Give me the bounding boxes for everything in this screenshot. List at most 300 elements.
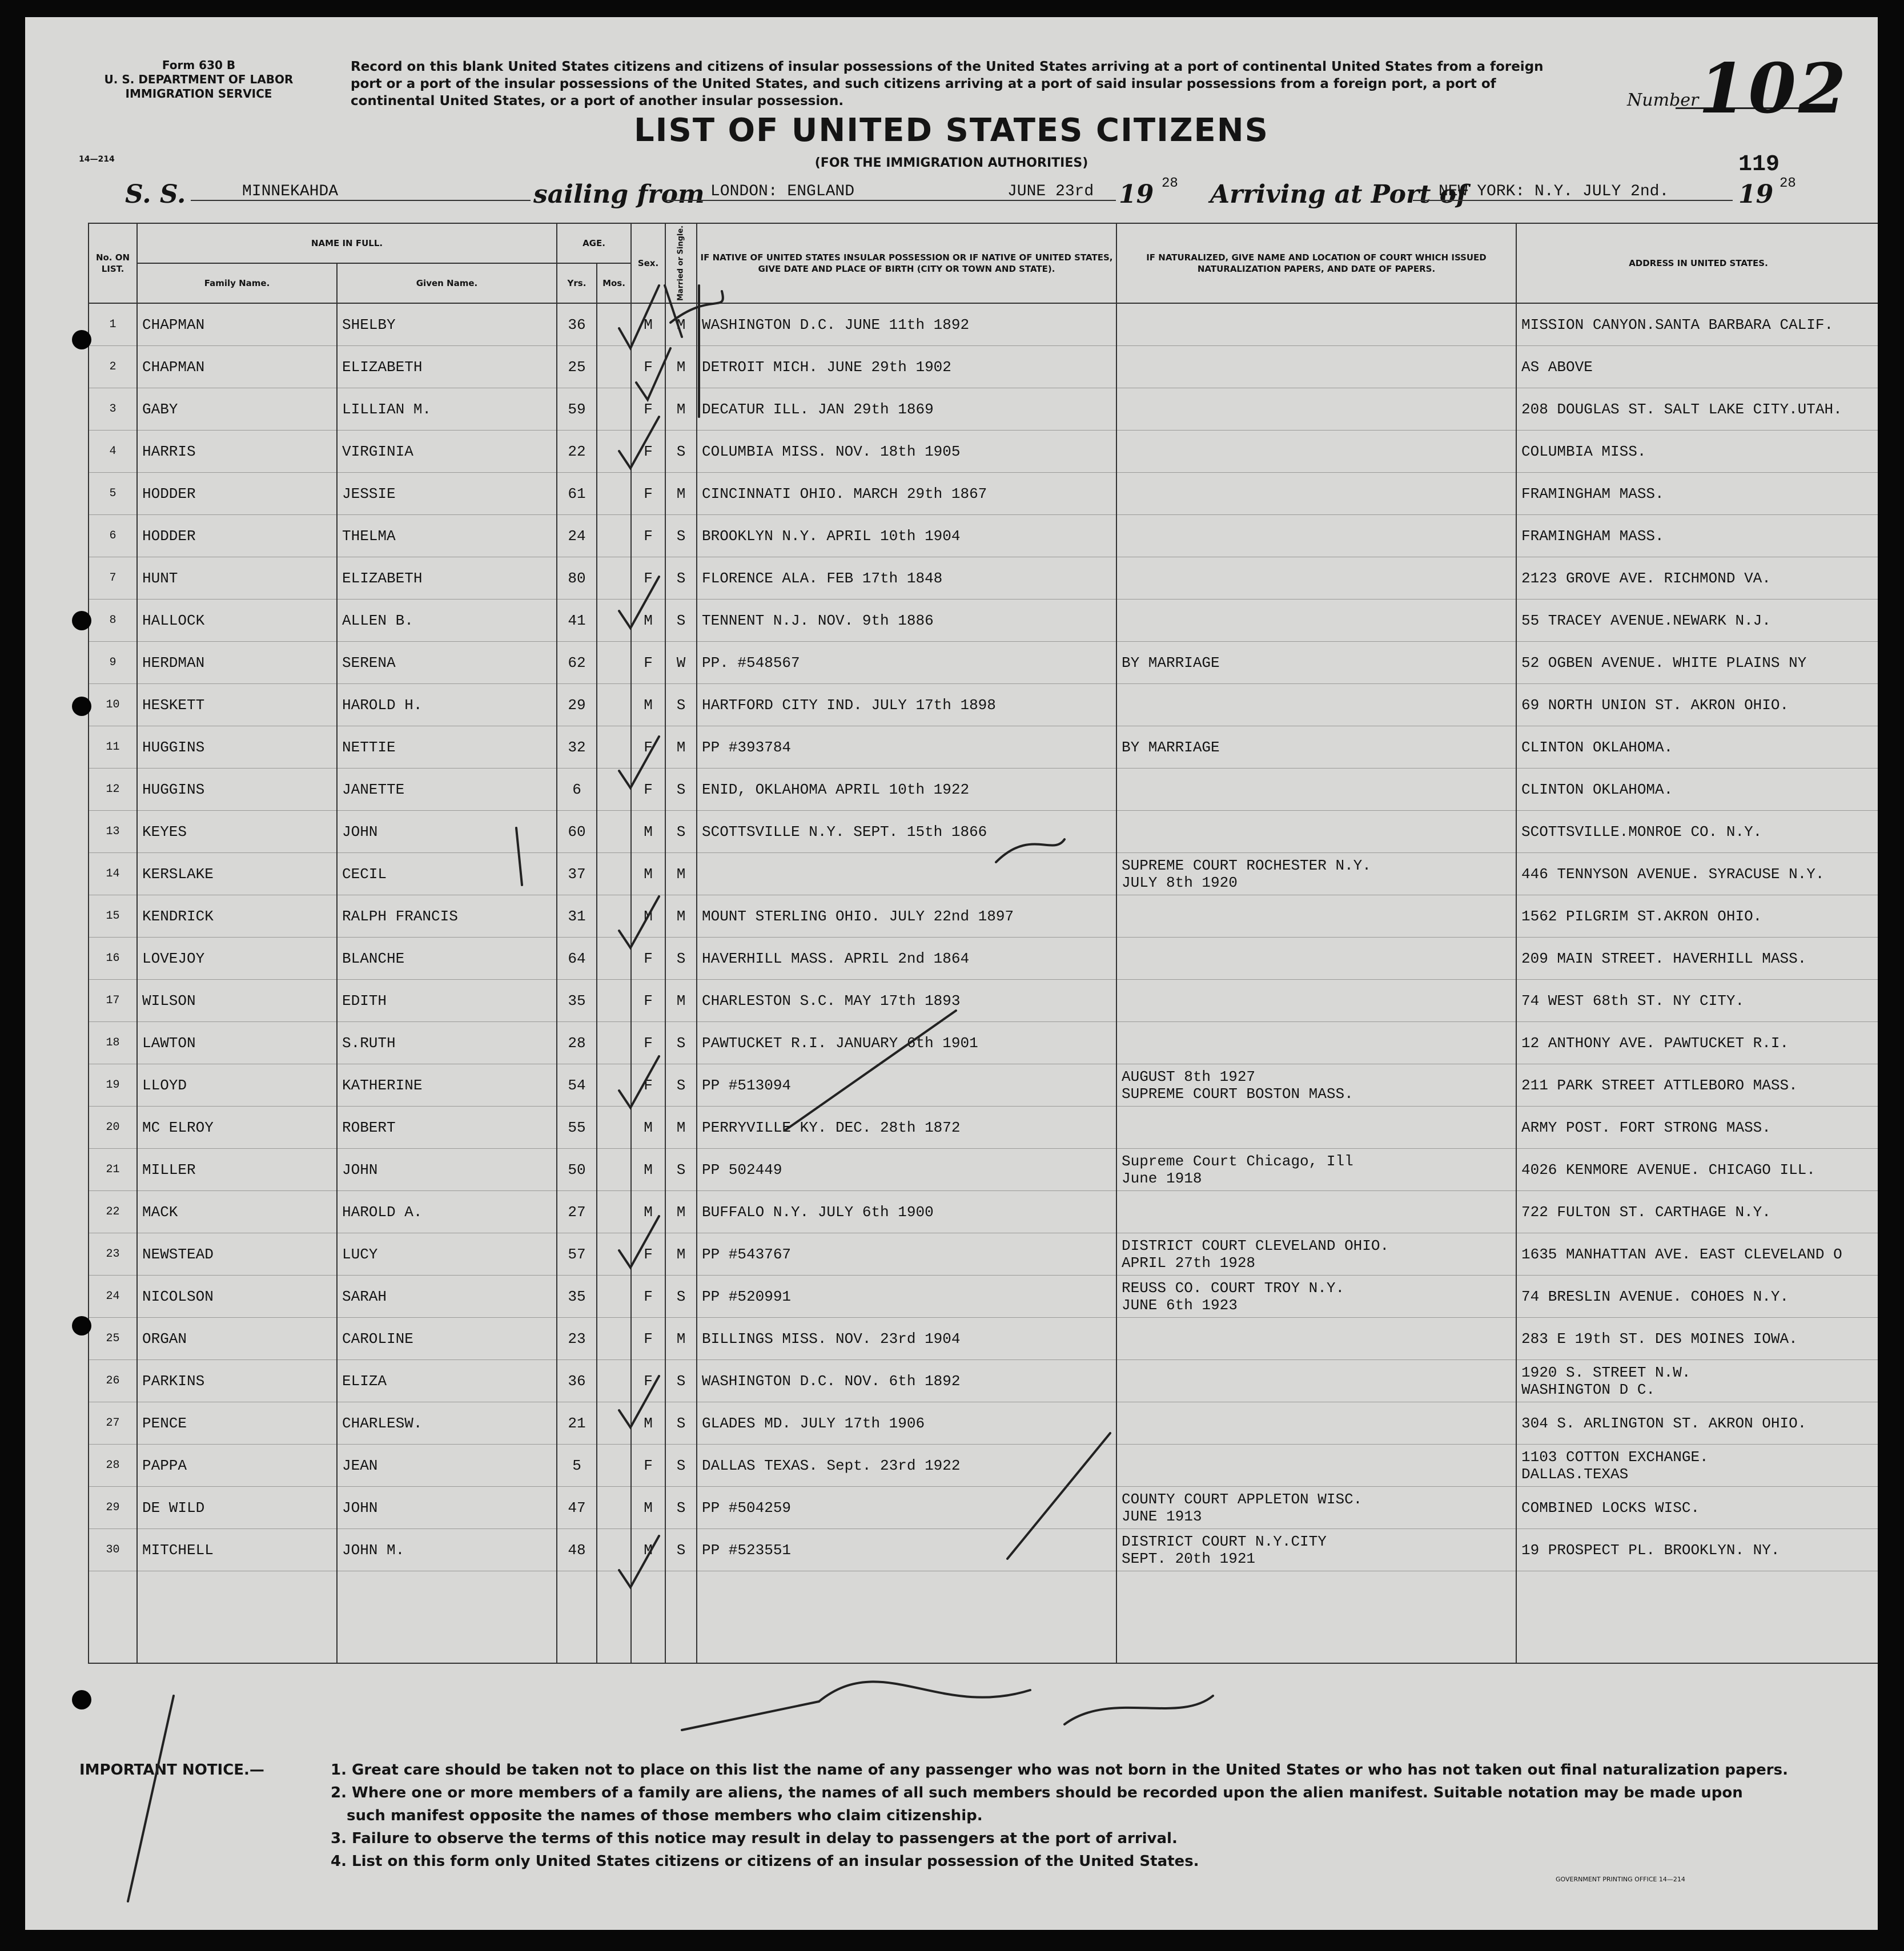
naturalization: [1116, 515, 1516, 557]
naturalization: SUPREME COURT ROCHESTER N.Y. JULY 8th 1920: [1116, 853, 1516, 895]
row-number: 11: [89, 726, 137, 769]
us-address: 211 PARK STREET ATTLEBORO MASS.: [1516, 1064, 1878, 1107]
age-months: [597, 431, 631, 473]
sex: M: [631, 303, 665, 346]
col-yrs: Yrs.: [557, 263, 597, 303]
table-row: [89, 938, 1878, 980]
family-name: LAWTON: [137, 1022, 337, 1064]
given-name: JOHN M.: [337, 1529, 557, 1571]
given-name: JOHN: [337, 1149, 557, 1191]
birth-place-date: CINCINNATI OHIO. MARCH 29th 1867: [697, 473, 1116, 515]
age-months: [597, 1360, 631, 1402]
birth-place-date: PP #523551: [697, 1529, 1116, 1571]
age-months: [597, 557, 631, 600]
us-address: COLUMBIA MISS.: [1516, 431, 1878, 473]
age-months: [597, 895, 631, 938]
family-name: HUNT: [137, 557, 337, 600]
sex: M: [631, 895, 665, 938]
naturalization: [1116, 769, 1516, 811]
family-name: HERDMAN: [137, 642, 337, 684]
marital-status: M: [665, 1107, 697, 1149]
birth-place-date: GLADES MD. JULY 17th 1906: [697, 1402, 1116, 1445]
age-years: 60: [557, 811, 597, 853]
sex: M: [631, 1402, 665, 1445]
row-number: 9: [89, 642, 137, 684]
birth-place-date: [697, 853, 1116, 895]
age-months: [597, 388, 631, 431]
table-row: [89, 431, 1878, 473]
sex: F: [631, 431, 665, 473]
sex: F: [631, 1445, 665, 1487]
family-name: PARKINS: [137, 1360, 337, 1402]
sex: F: [631, 980, 665, 1022]
age-years: 35: [557, 1276, 597, 1318]
birth-place-date: SCOTTSVILLE N.Y. SEPT. 15th 1866: [697, 811, 1116, 853]
us-address: 1920 S. STREET N.W. WASHINGTON D C.: [1516, 1360, 1878, 1402]
us-address: 446 TENNYSON AVENUE. SYRACUSE N.Y.: [1516, 853, 1878, 895]
age-months: [597, 515, 631, 557]
age-months: [597, 769, 631, 811]
given-name: KATHERINE: [337, 1064, 557, 1107]
us-address: 12 ANTHONY AVE. PAWTUCKET R.I.: [1516, 1022, 1878, 1064]
family-name: PAPPA: [137, 1445, 337, 1487]
given-name: SERENA: [337, 642, 557, 684]
age-months: [597, 1318, 631, 1360]
empty-cell: [89, 1571, 137, 1664]
birth-place-date: HARTFORD CITY IND. JULY 17th 1898: [697, 684, 1116, 726]
sex: F: [631, 1360, 665, 1402]
family-name: HODDER: [137, 473, 337, 515]
sex: M: [631, 1149, 665, 1191]
clerk-signature: [1065, 1696, 1213, 1724]
birth-place-date: PP 502449: [697, 1149, 1116, 1191]
age-months: [597, 1445, 631, 1487]
year-prefix: 19: [1119, 180, 1154, 209]
naturalization: DISTRICT COURT CLEVELAND OHIO. APRIL 27th 1928: [1116, 1233, 1516, 1276]
service-name: IMMIGRATION SERVICE: [125, 87, 272, 100]
us-address: 52 OGBEN AVENUE. WHITE PLAINS NY: [1516, 642, 1878, 684]
family-name: HODDER: [137, 515, 337, 557]
row-number: 12: [89, 769, 137, 811]
naturalization: [1116, 1402, 1516, 1445]
age-years: 5: [557, 1445, 597, 1487]
birth-place-date: PP. #548567: [697, 642, 1116, 684]
punch-hole: [72, 611, 91, 630]
naturalization: [1116, 811, 1516, 853]
row-number: 21: [89, 1149, 137, 1191]
table-row: [89, 1191, 1878, 1233]
marital-status: S: [665, 557, 697, 600]
empty-cell: [597, 1571, 631, 1664]
given-name: JANETTE: [337, 769, 557, 811]
ss-label: S. S.: [125, 180, 186, 209]
table-row: [89, 1318, 1878, 1360]
family-name: NICOLSON: [137, 1276, 337, 1318]
age-years: 55: [557, 1107, 597, 1149]
table-row: [89, 346, 1878, 388]
marital-status: S: [665, 684, 697, 726]
naturalization: DISTRICT COURT N.Y.CITY SEPT. 20th 1921: [1116, 1529, 1516, 1571]
age-years: 25: [557, 346, 597, 388]
sex: M: [631, 811, 665, 853]
sex: M: [631, 1191, 665, 1233]
age-years: 35: [557, 980, 597, 1022]
birth-place-date: BILLINGS MISS. NOV. 23rd 1904: [697, 1318, 1116, 1360]
marital-status: M: [665, 980, 697, 1022]
row-number: 10: [89, 684, 137, 726]
family-name: MITCHELL: [137, 1529, 337, 1571]
us-address: FRAMINGHAM MASS.: [1516, 473, 1878, 515]
naturalization: [1116, 895, 1516, 938]
birth-place-date: FLORENCE ALA. FEB 17th 1848: [697, 557, 1116, 600]
age-years: 31: [557, 895, 597, 938]
table-row: [89, 980, 1878, 1022]
sex: F: [631, 726, 665, 769]
birth-place-date: PP #543767: [697, 1233, 1116, 1276]
age-months: [597, 1191, 631, 1233]
sex: M: [631, 853, 665, 895]
marital-status: M: [665, 346, 697, 388]
given-name: JOHN: [337, 1487, 557, 1529]
age-months: [597, 1064, 631, 1107]
empty-cell: [337, 1571, 557, 1664]
marital-status: S: [665, 1487, 697, 1529]
ship-name: MINNEKAHDA: [242, 183, 339, 200]
marital-status: S: [665, 1149, 697, 1191]
age-months: [597, 1529, 631, 1571]
port-from: LONDON: ENGLAND: [710, 183, 855, 200]
family-name: HARRIS: [137, 431, 337, 473]
marital-status: M: [665, 895, 697, 938]
birth-place-date: PP #504259: [697, 1487, 1116, 1529]
given-name: ELIZABETH: [337, 557, 557, 600]
table-row: [89, 1360, 1878, 1402]
marital-status: W: [665, 642, 697, 684]
us-address: 208 DOUGLAS ST. SALT LAKE CITY.UTAH.: [1516, 388, 1878, 431]
us-address: 722 FULTON ST. CARTHAGE N.Y.: [1516, 1191, 1878, 1233]
family-name: MACK: [137, 1191, 337, 1233]
age-years: 47: [557, 1487, 597, 1529]
family-name: HUGGINS: [137, 726, 337, 769]
year-arrival: 28: [1780, 176, 1796, 191]
family-name: KENDRICK: [137, 895, 337, 938]
age-months: [597, 726, 631, 769]
row-number: 14: [89, 853, 137, 895]
row-number: 24: [89, 1276, 137, 1318]
age-years: 36: [557, 1360, 597, 1402]
age-years: 37: [557, 853, 597, 895]
marital-status: S: [665, 769, 697, 811]
form-number: Form 630 B: [162, 58, 236, 72]
us-address: 1562 PILGRIM ST.AKRON OHIO.: [1516, 895, 1878, 938]
row-number: 7: [89, 557, 137, 600]
table-row: [89, 642, 1878, 684]
row-number: 26: [89, 1360, 137, 1402]
naturalization: AUGUST 8th 1927 SUPREME COURT BOSTON MASS.: [1116, 1064, 1516, 1107]
sex: M: [631, 1529, 665, 1571]
given-name: ELIZA: [337, 1360, 557, 1402]
sex: F: [631, 515, 665, 557]
marital-status: S: [665, 1064, 697, 1107]
age-months: [597, 938, 631, 980]
us-address: FRAMINGHAM MASS.: [1516, 515, 1878, 557]
given-name: ELIZABETH: [337, 346, 557, 388]
age-years: 21: [557, 1402, 597, 1445]
family-name: CHAPMAN: [137, 346, 337, 388]
given-name: THELMA: [337, 515, 557, 557]
age-months: [597, 600, 631, 642]
col-birth: IF NATIVE OF UNITED STATES INSULAR POSSESSION OR IF NATIVE OF UNITED STATES, GIVE DATE AND PLACE OF BIRTH (CITY OR TOWN AND STATE).: [697, 223, 1116, 303]
sex: M: [631, 684, 665, 726]
empty-cell: [665, 1571, 697, 1664]
birth-place-date: BROOKLYN N.Y. APRIL 10th 1904: [697, 515, 1116, 557]
birth-place-date: PP #520991: [697, 1276, 1116, 1318]
table-row: [89, 1064, 1878, 1107]
given-name: HAROLD H.: [337, 684, 557, 726]
sex: F: [631, 1064, 665, 1107]
sailing-from-label: sailing from: [533, 180, 705, 209]
given-name: NETTIE: [337, 726, 557, 769]
department-name: U. S. DEPARTMENT OF LABOR: [104, 73, 294, 86]
table-row: [89, 1149, 1878, 1191]
row-number: 20: [89, 1107, 137, 1149]
naturalization: [1116, 1360, 1516, 1402]
given-name: S.RUTH: [337, 1022, 557, 1064]
marital-status: S: [665, 1445, 697, 1487]
us-address: 209 MAIN STREET. HAVERHILL MASS.: [1516, 938, 1878, 980]
given-name: JESSIE: [337, 473, 557, 515]
birth-place-date: ENID, OKLAHOMA APRIL 10th 1922: [697, 769, 1116, 811]
family-name: MILLER: [137, 1149, 337, 1191]
us-address: MISSION CANYON.SANTA BARBARA CALIF.: [1516, 303, 1878, 346]
table-row: [89, 600, 1878, 642]
row-number: 18: [89, 1022, 137, 1064]
notice-item-2-cont: such manifest opposite the names of those members who claim citizenship.: [347, 1807, 983, 1824]
sex: F: [631, 769, 665, 811]
given-name: LILLIAN M.: [337, 388, 557, 431]
us-address: 4026 KENMORE AVENUE. CHICAGO ILL.: [1516, 1149, 1878, 1191]
notice-item-1: 1. Great care should be taken not to place on this list the name of any passenger who was not born in the United States or who has not taken out final naturalization papers.: [331, 1761, 1788, 1779]
marital-status: S: [665, 1402, 697, 1445]
row-number: 19: [89, 1064, 137, 1107]
sex: F: [631, 388, 665, 431]
marital-status: M: [665, 726, 697, 769]
sex: M: [631, 1487, 665, 1529]
naturalization: [1116, 431, 1516, 473]
marital-status: S: [665, 515, 697, 557]
naturalization: [1116, 1445, 1516, 1487]
family-name: DE WILD: [137, 1487, 337, 1529]
page-number: 119: [1738, 152, 1780, 178]
birth-place-date: PERRYVILLE KY. DEC. 28th 1872: [697, 1107, 1116, 1149]
marital-status: M: [665, 303, 697, 346]
row-number: 15: [89, 895, 137, 938]
family-name: HALLOCK: [137, 600, 337, 642]
row-number: 23: [89, 1233, 137, 1276]
sex: F: [631, 642, 665, 684]
us-address: 1635 MANHATTAN AVE. EAST CLEVELAND O: [1516, 1233, 1878, 1276]
us-address: 304 S. ARLINGTON ST. AKRON OHIO.: [1516, 1402, 1878, 1445]
col-address: ADDRESS IN UNITED STATES.: [1516, 223, 1878, 303]
family-name: CHAPMAN: [137, 303, 337, 346]
marital-status: M: [665, 853, 697, 895]
birth-place-date: HAVERHILL MASS. APRIL 2nd 1864: [697, 938, 1116, 980]
age-months: [597, 473, 631, 515]
marital-status: S: [665, 1360, 697, 1402]
col-given-name: Given Name.: [337, 263, 557, 303]
birth-place-date: PP #393784: [697, 726, 1116, 769]
row-number: 6: [89, 515, 137, 557]
us-address: 19 PROSPECT PL. BROOKLYN. NY.: [1516, 1529, 1878, 1571]
marital-status: S: [665, 1276, 697, 1318]
punch-hole: [72, 1690, 91, 1709]
table-row: [89, 684, 1878, 726]
marital-status: M: [665, 388, 697, 431]
number-label: Number: [1627, 90, 1699, 110]
empty-cell: [1516, 1571, 1878, 1664]
sex: F: [631, 1022, 665, 1064]
naturalization: [1116, 684, 1516, 726]
family-name: GABY: [137, 388, 337, 431]
col-naturalized: IF NATURALIZED, GIVE NAME AND LOCATION OF COURT WHICH ISSUED NATURALIZATION PAPERS, AND DATE OF PAPERS.: [1116, 223, 1516, 303]
family-name: WILSON: [137, 980, 337, 1022]
naturalization: [1116, 980, 1516, 1022]
row-number: 4: [89, 431, 137, 473]
given-name: SHELBY: [337, 303, 557, 346]
given-name: ROBERT: [337, 1107, 557, 1149]
date-sailed: JUNE 23rd: [1007, 183, 1094, 200]
marital-status: M: [665, 1318, 697, 1360]
sex: F: [631, 473, 665, 515]
birth-place-date: TENNENT N.J. NOV. 9th 1886: [697, 600, 1116, 642]
given-name: RALPH FRANCIS: [337, 895, 557, 938]
empty-cell: [557, 1571, 597, 1664]
age-years: 24: [557, 515, 597, 557]
age-months: [597, 853, 631, 895]
age-years: 80: [557, 557, 597, 600]
family-name: HESKETT: [137, 684, 337, 726]
us-address: 2123 GROVE AVE. RICHMOND VA.: [1516, 557, 1878, 600]
naturalization: [1116, 1318, 1516, 1360]
naturalization: [1116, 473, 1516, 515]
row-number: 13: [89, 811, 137, 853]
row-number: 29: [89, 1487, 137, 1529]
given-name: CECIL: [337, 853, 557, 895]
form-code: 14—214: [79, 155, 115, 164]
sex: M: [631, 1107, 665, 1149]
record-instructions: Record on this blank United States citizens and citizens of insular possessions of the United States arriving at a port of continental United States from a foreign port or a port of the insular possessions of the United States, and such citizens arriving at a port of said insular possessions from a foreign port, a port of continental United States, or a port of another insular possession.: [351, 59, 1544, 108]
age-years: 36: [557, 303, 597, 346]
naturalization: [1116, 346, 1516, 388]
us-address: SCOTTSVILLE.MONROE CO. N.Y.: [1516, 811, 1878, 853]
table-header: [89, 223, 1878, 303]
age-months: [597, 642, 631, 684]
family-name: LOVEJOY: [137, 938, 337, 980]
margin-mark: [128, 1696, 174, 1901]
birth-place-date: PP #513094: [697, 1064, 1116, 1107]
marital-status: S: [665, 431, 697, 473]
family-name: LLOYD: [137, 1064, 337, 1107]
birth-place-date: WASHINGTON D.C. JUNE 11th 1892: [697, 303, 1116, 346]
given-name: EDITH: [337, 980, 557, 1022]
naturalization: BY MARRIAGE: [1116, 642, 1516, 684]
year-sailed: 28: [1162, 176, 1178, 191]
notice-lead: IMPORTANT NOTICE.—: [79, 1761, 264, 1779]
naturalization: [1116, 938, 1516, 980]
table-row: [89, 515, 1878, 557]
row-number: 2: [89, 346, 137, 388]
birth-place-date: WASHINGTON D.C. NOV. 6th 1892: [697, 1360, 1116, 1402]
table-row: [89, 726, 1878, 769]
table-row: [89, 1529, 1878, 1571]
table-row: [89, 303, 1878, 346]
given-name: BLANCHE: [337, 938, 557, 980]
table-row: [89, 557, 1878, 600]
age-years: 54: [557, 1064, 597, 1107]
empty-rows: [89, 1571, 1878, 1664]
row-number: 28: [89, 1445, 137, 1487]
table-row: [89, 769, 1878, 811]
sex: M: [631, 600, 665, 642]
notice-items: [331, 1759, 1821, 1873]
age-years: 41: [557, 600, 597, 642]
row-number: 25: [89, 1318, 137, 1360]
sex: F: [631, 346, 665, 388]
passenger-table: [88, 223, 1878, 1664]
col-age: AGE.: [557, 223, 631, 263]
marital-status: M: [665, 473, 697, 515]
age-months: [597, 1402, 631, 1445]
table-row: [89, 1487, 1878, 1529]
sex: F: [631, 1276, 665, 1318]
birth-place-date: PAWTUCKET R.I. JANUARY 6th 1901: [697, 1022, 1116, 1064]
given-name: JOHN: [337, 811, 557, 853]
sex: F: [631, 938, 665, 980]
us-address: CLINTON OKLAHOMA.: [1516, 726, 1878, 769]
col-sex: Sex.: [631, 223, 665, 303]
age-years: 23: [557, 1318, 597, 1360]
port-arrival: NEW YORK: N.Y. JULY 2nd.: [1439, 183, 1669, 200]
marital-status: S: [665, 600, 697, 642]
row-number: 27: [89, 1402, 137, 1445]
naturalization: COUNTY COURT APPLETON WISC. JUNE 1913: [1116, 1487, 1516, 1529]
row-number: 3: [89, 388, 137, 431]
row-number: 22: [89, 1191, 137, 1233]
us-address: 55 TRACEY AVENUE.NEWARK N.J.: [1516, 600, 1878, 642]
empty-cell: [1116, 1571, 1516, 1664]
naturalization: Supreme Court Chicago, Ill June 1918: [1116, 1149, 1516, 1191]
page-subtitle: (FOR THE IMMIGRATION AUTHORITIES): [814, 156, 1088, 170]
page-title: LIST OF UNITED STATES CITIZENS: [634, 112, 1269, 149]
age-years: 57: [557, 1233, 597, 1276]
table-row: [89, 1402, 1878, 1445]
age-months: [597, 346, 631, 388]
empty-cell: [631, 1571, 665, 1664]
naturalization: [1116, 1022, 1516, 1064]
birth-place-date: DETROIT MICH. JUNE 29th 1902: [697, 346, 1116, 388]
naturalization: [1116, 303, 1516, 346]
col-family-name: Family Name.: [137, 263, 337, 303]
us-address: AS ABOVE: [1516, 346, 1878, 388]
us-address: 74 BRESLIN AVENUE. COHOES N.Y.: [1516, 1276, 1878, 1318]
marital-status: M: [665, 1233, 697, 1276]
age-months: [597, 980, 631, 1022]
table-row: [89, 1445, 1878, 1487]
given-name: LUCY: [337, 1233, 557, 1276]
given-name: ALLEN B.: [337, 600, 557, 642]
sex: F: [631, 557, 665, 600]
age-years: 6: [557, 769, 597, 811]
